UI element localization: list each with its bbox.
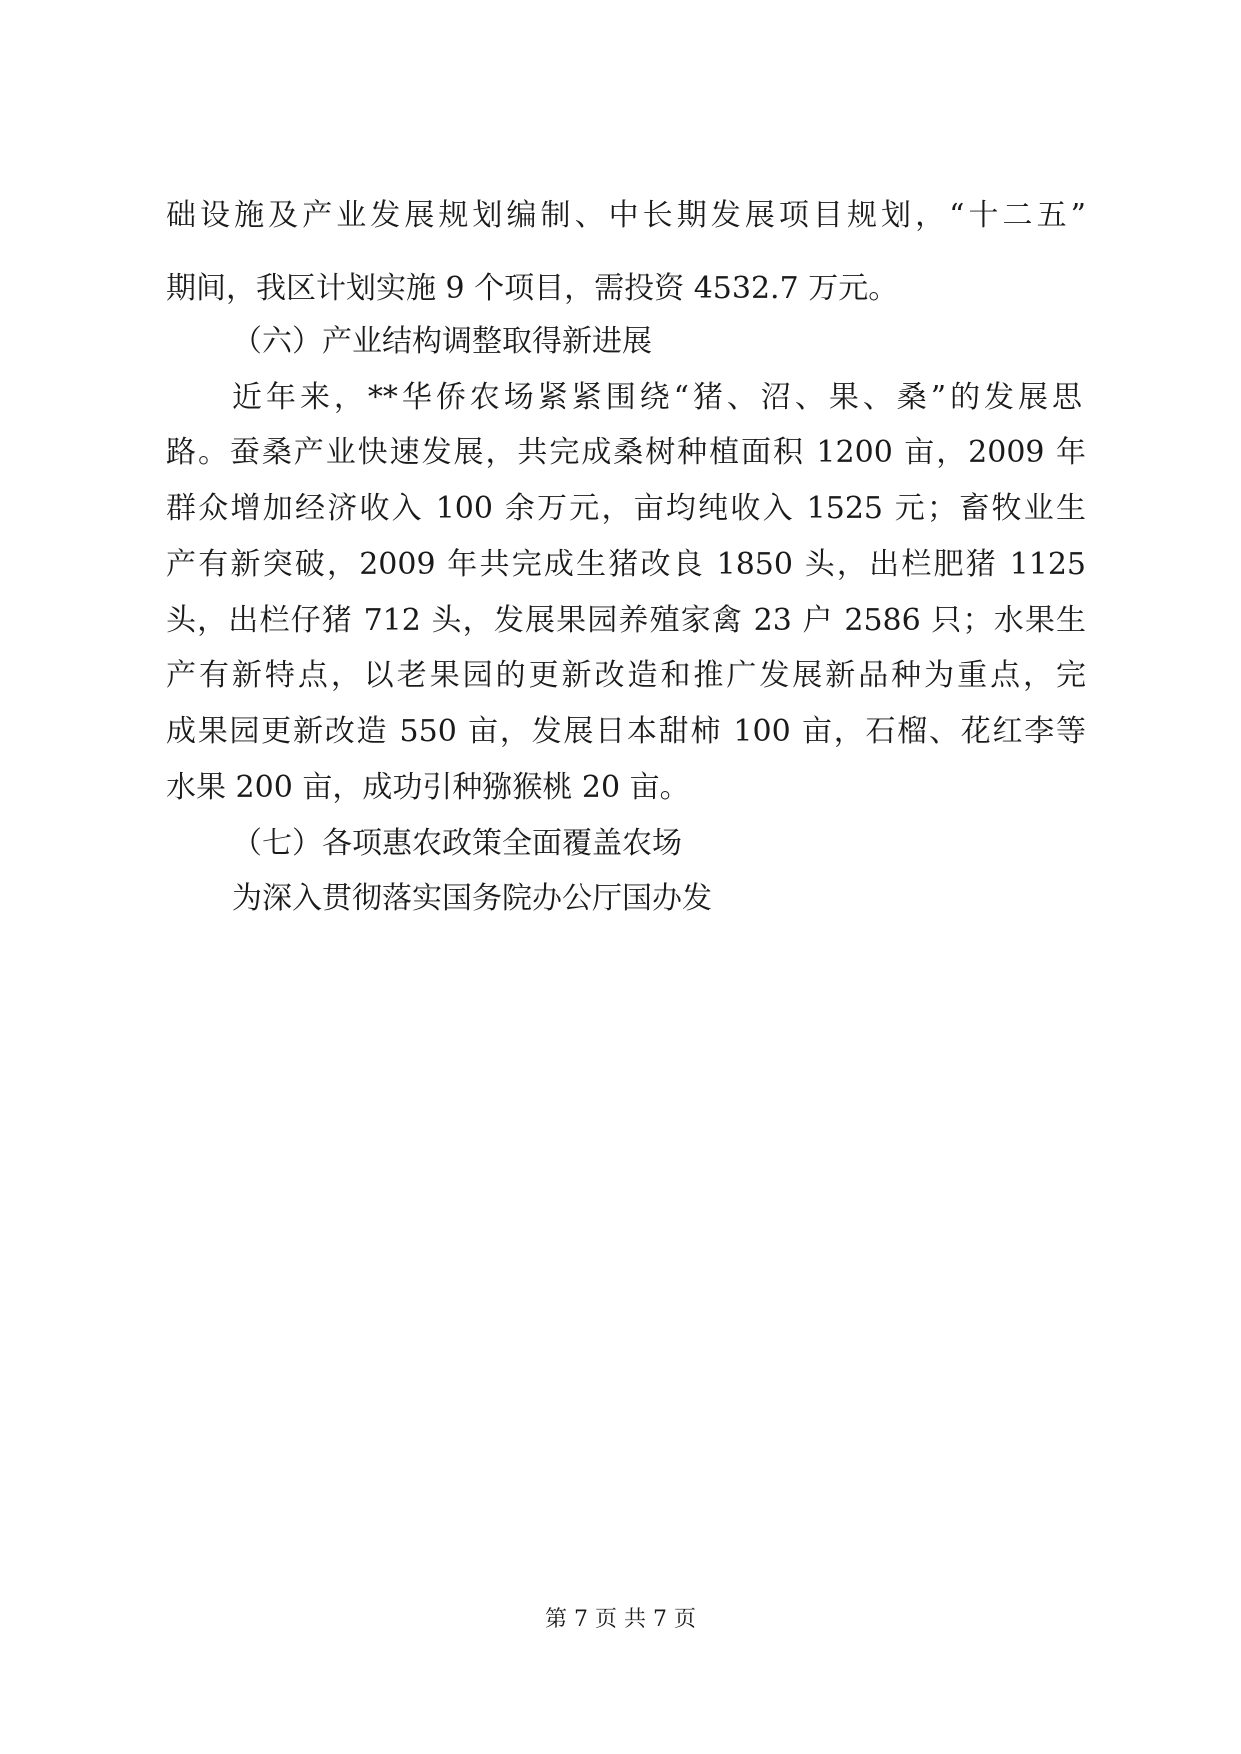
- section-heading-7: （七）各项惠农政策全面覆盖农场: [232, 826, 682, 861]
- text-line-4: 近年来，**华侨农场紧紧围绕“猪、沼、果、桑”的发展思: [232, 380, 1082, 415]
- text-line-2: 期间，我区计划实施 9 个项目，需投资 4532.7 万元。: [166, 271, 899, 306]
- text-line-5: 路。蚕桑产业快速发展，共完成桑树种植面积 1200 亩，2009 年: [166, 435, 1086, 470]
- text-line-10: 成果园更新改造 550 亩，发展日本甜柿 100 亩，石榴、花红李等: [166, 714, 1086, 749]
- text-line-9: 产有新特点，以老果园的更新改造和推广发展新品种为重点，完: [166, 658, 1086, 693]
- page-number-footer: 第 7 页 共 7 页: [545, 1607, 696, 1632]
- text-line-8: 头，出栏仔猪 712 头，发展果园养殖家禽 23 户 2586 只；水果生: [166, 603, 1086, 638]
- text-line-1: 础设施及产业发展规划编制、中长期发展项目规划，“十二五”: [166, 198, 1086, 233]
- text-line-11: 水果 200 亩，成功引种猕猴桃 20 亩。: [166, 770, 690, 805]
- section-heading-6: （六）产业结构调整取得新进展: [232, 324, 652, 359]
- text-line-6: 群众增加经济收入 100 余万元，亩均纯收入 1525 元；畜牧业生: [166, 491, 1086, 526]
- text-line-13: 为深入贯彻落实国务院办公厅国办发: [232, 881, 712, 916]
- text-line-7: 产有新突破，2009 年共完成生猪改良 1850 头，出栏肥猪 1125: [166, 547, 1086, 582]
